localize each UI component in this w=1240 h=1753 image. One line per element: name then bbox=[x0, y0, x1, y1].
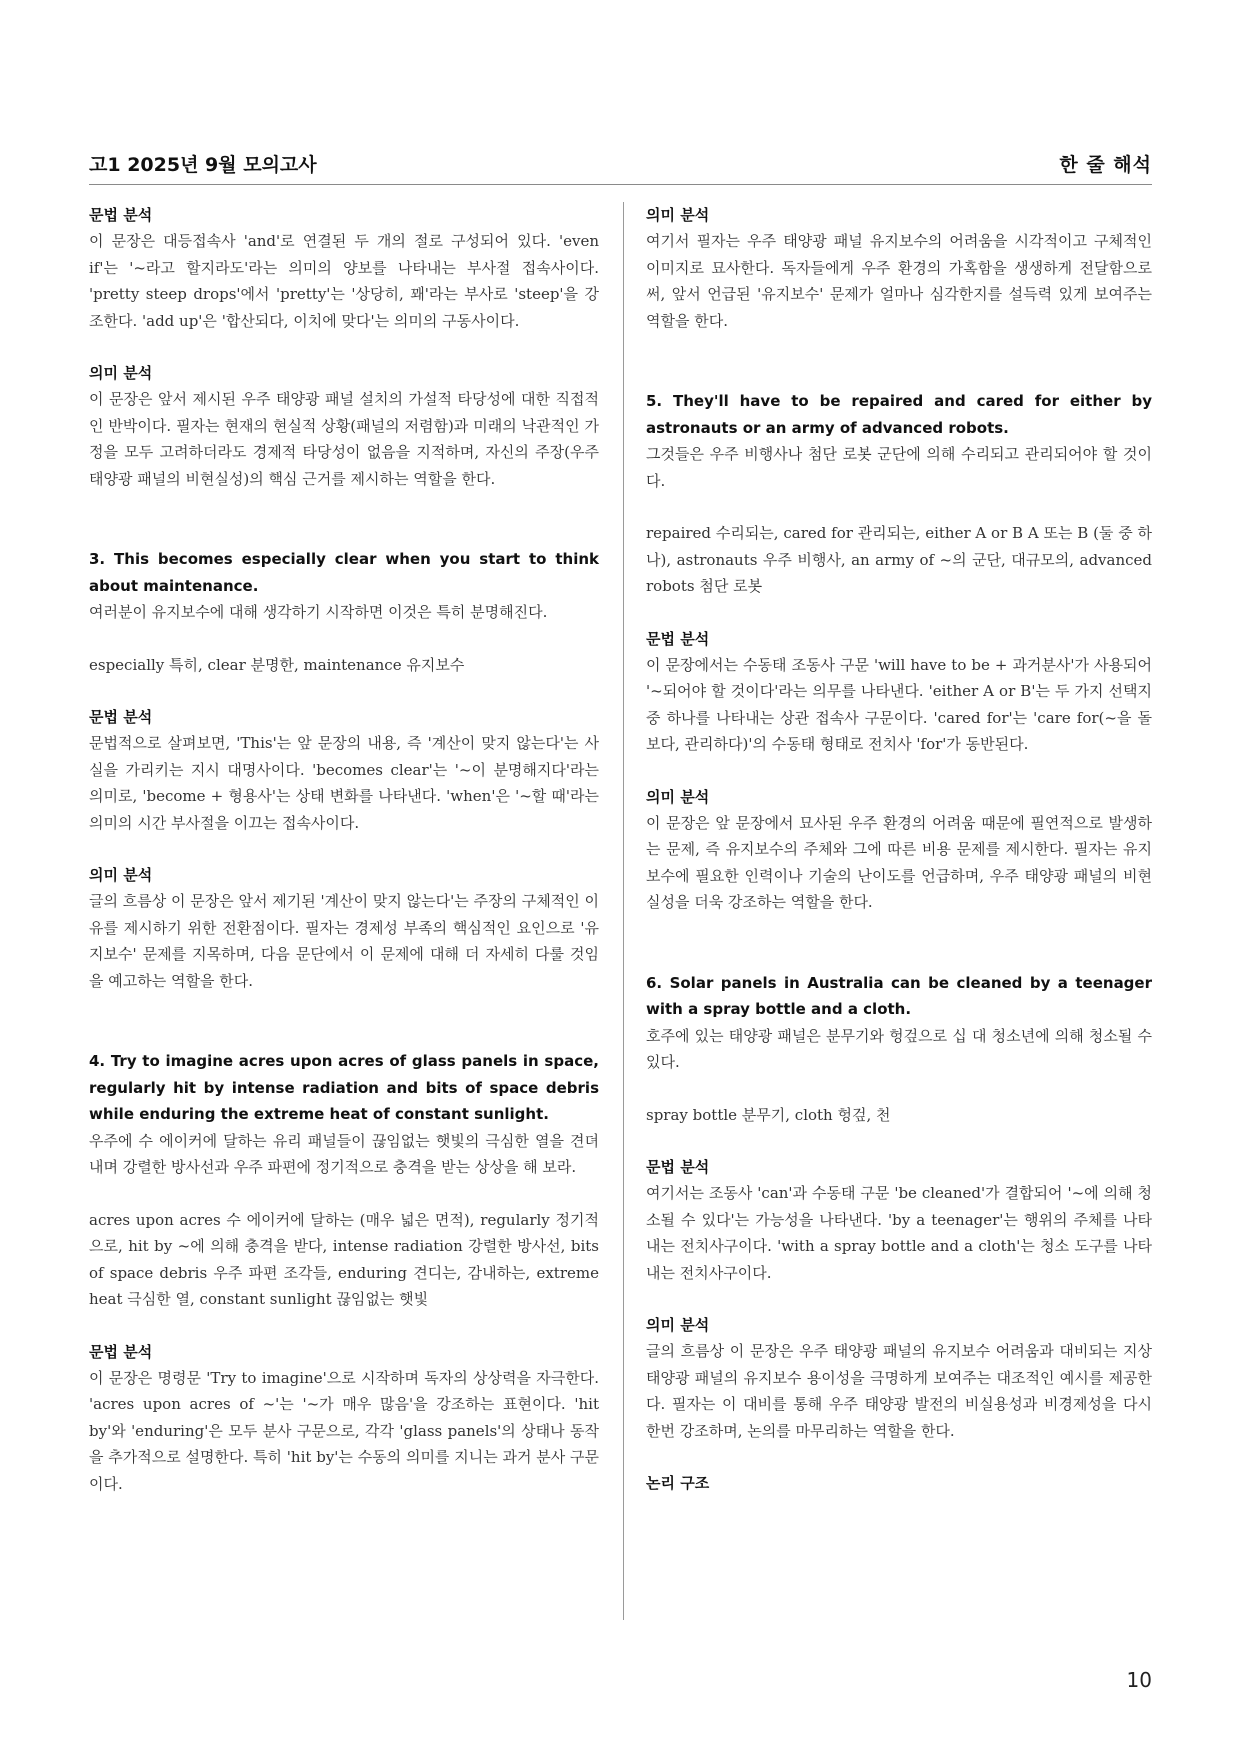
sentence-3-grammar-text: 문법적으로 살펴보면, 'This'는 앞 문장의 내용, 즉 '계산이 맞지 않는다'는 사실을 가리키는 지시 대명사이다. 'becomes clear'는 '~이 분명해지다'라는 의미로, 'become + 형용사'는 상태 변화를 나타낸다. 'when'은 '~할 때'라는 의미의 시간 부사절을 이끄는 접속사이다. bbox=[89, 734, 599, 832]
page-header bbox=[89, 146, 1152, 185]
sentence-4-grammar-heading: 문법 분석 bbox=[89, 1342, 153, 1361]
sentence-5-meaning-heading: 의미 분석 bbox=[646, 787, 710, 806]
sentence-6-grammar-heading: 문법 분석 bbox=[646, 1158, 710, 1176]
sentence-3-translation: 여러분이 유지보수에 대해 생각하기 시작하면 이것은 특히 분명해진다. bbox=[89, 603, 548, 621]
column-divider bbox=[623, 202, 624, 1620]
sentence-5-meaning-text: 이 문장은 앞 문장에서 묘사된 우주 환경의 어려움 때문에 필연적으로 발생하는 문제, 즉 유지보수의 주체와 그에 따른 비용 문제를 제시한다. 필자는 유지보수에 필요한 인력이나 기술의 난이도를 언급하며, 우주 태양광 패널의 비현실성을 더욱 강조하는 역할을 한다. bbox=[646, 813, 1152, 911]
meaning-heading: 의미 분석 bbox=[89, 364, 153, 382]
sentence-4-meaning-heading: 의미 분석 bbox=[646, 206, 710, 224]
meaning-text: 이 문장은 앞서 제시된 우주 태양광 패널 설치의 가설적 타당성에 대한 직접적인 반박이다. 필자는 현재의 현실적 상황(패널의 저렴함)과 미래의 낙관적인 가정을 모두 고려하더라도 경제적 타당성이 없음을 지적하며, 자신의 주장(우주 태양광 패널의 비현실성)의 핵심 근거를 제시하는 역할을 한다. bbox=[89, 390, 599, 488]
grammar-heading: 문법 분석 bbox=[89, 206, 153, 224]
section-label: 한 줄 해석 bbox=[1059, 154, 1152, 176]
logic-structure-heading: 논리 구조 bbox=[646, 1474, 710, 1492]
sentence-5-vocab: repaired 수리되는, cared for 관리되는, either A or B A 또는 B (둘 중 하나), astronauts 우주 비행사, an army of ~의 군단, 대규모의, advanced robots 첨단 로봇 bbox=[646, 524, 1152, 595]
sentence-5: 5. They'll have to be repaired and cared for either by astronauts or an army of advanced robots. bbox=[646, 392, 1152, 437]
sentence-6-translation: 호주에 있는 태양광 패널은 분무기와 헝겊으로 십 대 청소년에 의해 청소될 수 있다. bbox=[646, 1026, 1152, 1071]
left-column bbox=[89, 202, 599, 1497]
sentence-6-grammar-text: 여기서는 조동사 'can'과 수동태 구문 'be cleaned'가 결합되어 '~에 의해 청소될 수 있다'는 가능성을 나타낸다. 'by a teenager'는 행위의 주체를 나타내는 전치사구이다. 'with a spray bottle and a cloth'는 청소 도구를 나타내는 전치사구이다. bbox=[646, 1184, 1152, 1282]
sentence-6: 6. Solar panels in Australia can be cleaned by a teenager with a spray bottle and a cloth. bbox=[646, 973, 1152, 1018]
sentence-3-grammar-heading: 문법 분석 bbox=[89, 708, 153, 726]
sentence-4-vocab: acres upon acres 수 에이커에 달하는 (매우 넓은 면적), regularly 정기적으로, hit by ~에 의해 충격을 받다, intense radiation 강렬한 방사선, bits of space debris 우주 파편 조각들, enduring 견디는, 감내하는, extreme heat 극심한 열, constant sunlight 끊임없는 햇빛 bbox=[89, 1210, 599, 1308]
sentence-4: 4. Try to imagine acres upon acres of glass panels in space, regularly hit by intense radiation and bits of space debris while enduring the extreme heat of constant sunlight. bbox=[89, 1052, 599, 1123]
sentence-4-grammar-text: 이 문장은 명령문 'Try to imagine'으로 시작하며 독자의 상상력을 자극한다. 'acres upon acres of ~'는 '~가 매우 많음'을 강조하는 표현이다. 'hit by'와 'enduring'은 모두 분사 구문으로, 각각 'glass panels'의 상태나 동작을 추가적으로 설명한다. 특히 'hit by'는 수동의 의미를 지니는 과거 분사 구문이다. bbox=[89, 1368, 599, 1493]
page-number: 10 bbox=[1126, 1668, 1152, 1692]
sentence-4-meaning-text: 여기서 필자는 우주 태양광 패널 유지보수의 어려움을 시각적이고 구체적인 이미지로 묘사한다. 독자들에게 우주 환경의 가혹함을 생생하게 전달함으로써, 앞서 언급된 '유지보수' 문제가 얼마나 심각한지를 설득력 있게 보여주는 역할을 한다. bbox=[646, 232, 1152, 330]
sentence-6-vocab: spray bottle 분무기, cloth 헝겊, 천 bbox=[646, 1105, 891, 1124]
sentence-3-meaning-text: 글의 흐름상 이 문장은 앞서 제기된 '계산이 맞지 않는다'는 주장의 구체적인 이유를 제시하기 위한 전환점이다. 필자는 경제성 부족의 핵심적인 요인으로 '유지보수' 문제를 지목하며, 다음 문단에서 이 문제에 대해 더 자세히 다룰 것임을 예고하는 역할을 한다. bbox=[89, 892, 599, 990]
document-title: 고1 2025년 9월 모의고사 bbox=[89, 154, 317, 176]
sentence-3: 3. This becomes especially clear when you start to think about maintenance. bbox=[89, 550, 599, 595]
sentence-6-meaning-heading: 의미 분석 bbox=[646, 1316, 710, 1334]
sentence-5-grammar-heading: 문법 분석 bbox=[646, 629, 710, 648]
sentence-3-vocab: especially 특히, clear 분명한, maintenance 유지보수 bbox=[89, 655, 465, 674]
sentence-5-grammar-text: 이 문장에서는 수동태 조동사 구문 'will have to be + 과거분사'가 사용되어 '~되어야 할 것이다'라는 의무를 나타낸다. 'either A or B'는 두 가지 선택지 중 하나를 나타내는 상관 접속사 구문이다. 'cared for'는 'care for(~을 돌보다, 관리하다)'의 수동태 형태로 전치사 'for'가 동반된다. bbox=[646, 655, 1152, 753]
grammar-text: 이 문장은 대등접속사 'and'로 연결된 두 개의 절로 구성되어 있다. 'even if'는 '~라고 할지라도'라는 의미의 양보를 나타내는 부사절 접속사이다. 'pretty steep drops'에서 'pretty'는 '상당히, 꽤'라는 부사로 'steep'을 강조한다. 'add up'은 '합산되다, 이치에 맞다'는 의미의 구동사이다. bbox=[89, 232, 599, 330]
sentence-5-translation: 그것들은 우주 비행사나 첨단 로봇 군단에 의해 수리되고 관리되어야 할 것이다. bbox=[646, 445, 1152, 490]
sentence-4-translation: 우주에 수 에이커에 달하는 유리 패널들이 끊임없는 햇빛의 극심한 열을 견뎌 내며 강렬한 방사선과 우주 파편에 정기적으로 충격을 받는 상상을 해 보라. bbox=[89, 1131, 599, 1176]
right-column bbox=[646, 202, 1152, 1496]
sentence-6-meaning-text: 글의 흐름상 이 문장은 우주 태양광 패널의 유지보수 어려움과 대비되는 지상 태양광 패널의 유지보수 용이성을 극명하게 보여주는 대조적인 예시를 제공한다. 필자는 이 대비를 통해 우주 태양광 발전의 비실용성과 비경제성을 다시 한번 강조하며, 논의를 마무리하는 역할을 한다. bbox=[646, 1342, 1152, 1440]
sentence-3-meaning-heading: 의미 분석 bbox=[89, 866, 153, 884]
